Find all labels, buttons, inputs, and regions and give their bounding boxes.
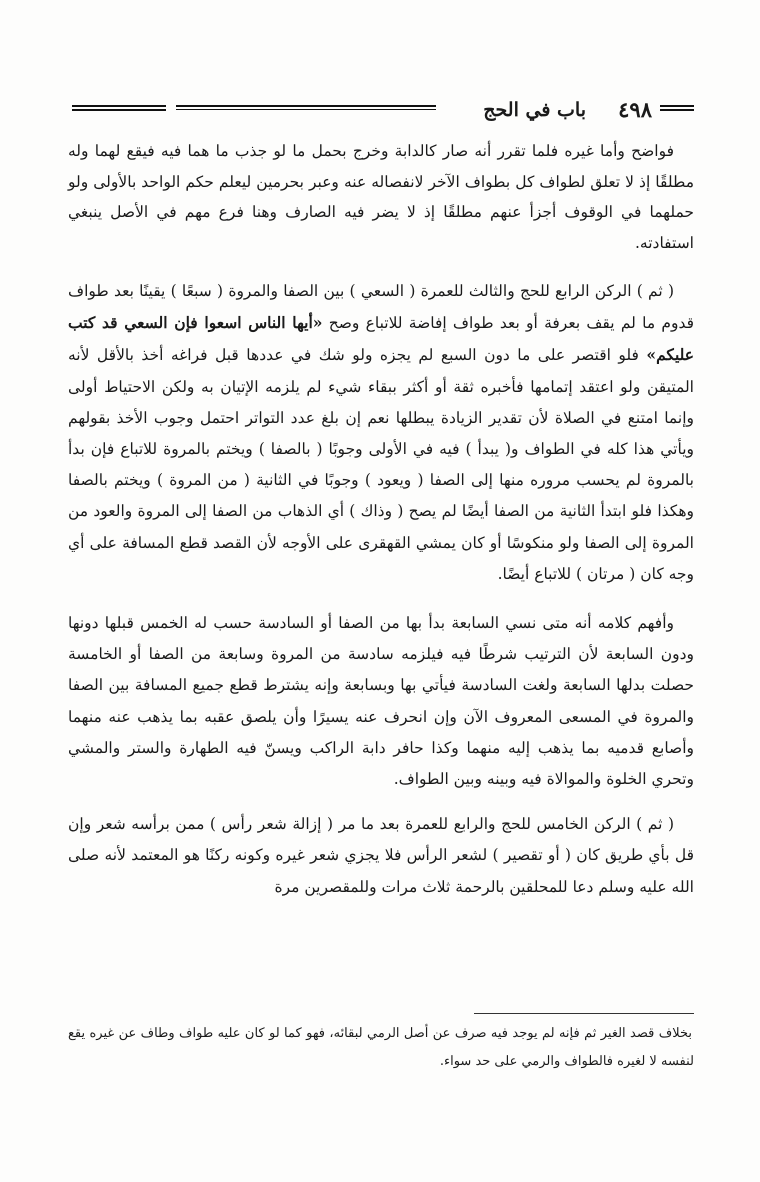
header-rule-right — [660, 105, 694, 111]
page-header — [72, 98, 694, 124]
paragraph-4: ( ثم ) الركن الخامس للحج والرابع للعمرة بعد ما مر ( إزالة شعر رأس ) ممن برأسه شعر وإن قل بأي طريق كان ( أو تقصير ) لشعر الرأس فلا يجزي شعر غيره وكونه ركنًا هو المعتمد لأنه صلى الله عليه وسلم دعا للمحلقين بالرحمة ثلاث مرات وللمقصرين مرة — [68, 815, 694, 896]
header-rule-middle — [176, 105, 436, 110]
hadith-quote: «أيها الناس اسعوا فإن السعي قد كتب عليكم» — [68, 313, 694, 365]
page-number: ٤٩٨ — [618, 97, 652, 122]
paragraph-1: فواضح وأما غيره فلما تقرر أنه صار كالدابة وخرج بحمل ما لو جذب ما هما فيه فيقع لهما وله مطلقًا إذ لا تعلق لطواف كل بطواف الآخر لانفصاله عنه وعبر بحرمين ليعلم حكم الواحد بالأولى ولو حملهما في الوقوف أجزأ عنهم مطلقًا إذ لا يضر فيه الصارف وهنا فرع مهم في الأصل ينبغي استفادته. — [68, 142, 694, 252]
paragraph-2 — [68, 276, 694, 590]
chapter-title: باب في الحج — [483, 99, 586, 121]
header-rule-left — [72, 105, 166, 111]
paragraph-2-continuation: فلو اقتصر على ما دون السبع لم يجزه ولو شك في عددها قبل فراغه أخذ بالأقل لأنه المتيقن ولو اعتقد إتمامها فأخبره ثقة أو أكثر ببقاء شيء لم يلزمه الإتيان به ولكن الاحتياط أولى وإنما امتنع في الصلاة لأن تقدير الزيادة يبطلها نعم إن بلغ عدد التواتر احتمل وجوب الأخذ بقولهم ويأتي هذا كله في الطواف و( يبدأ ) فيه في الأولى وجوبًا ( بالصفا ) ويختم بالمروة للاتباع فإن بدأ بالمروة لم يحسب مروره منها إلى الصفا ( ويعود ) وجوبًا في الثانية ( من المروة ) ويختم بالصفا وهكذا فلو ابتدأ الثانية من الصفا أيضًا لم يصح ( وذاك ) أي الذهاب من الصفا إلى المروة والعود من المروة إلى الصفا ولو منكوسًا أو كان يمشي القهقرى على الأوجه لأن القصد قطع المسافة على أي وجه كان ( مرتان ) للاتباع أيضًا. — [68, 346, 694, 583]
paragraph-2-opening: ( ثم ) الركن الرابع للحج والثالث للعمرة ( السعي ) بين الصفا والمروة ( سبعًا ) يقينًا بعد طواف قدوم ما لم يقف بعرفة أو بعد طواف إفاضة للاتباع وصح — [68, 282, 694, 333]
main-text — [68, 136, 694, 903]
footnote: بخلاف قصد الغير ثم فإنه لم يوجد فيه صرف عن أصل الرمي لبقائه، فهو كما لو كان عليه طواف وطاف عن غيره يقع لنفسه لا لغيره فالطواف والرمي على حد سواء. — [68, 1026, 694, 1069]
footnote-separator — [474, 1013, 694, 1014]
paragraph-3: وأفهم كلامه أنه متى نسي السابعة بدأ بها من الصفا أو السادسة حسب له الخمس قبلها دونها ودون السابعة لأن الترتيب شرطًا فيه فيلزمه سادسة من المروة وسابعة من الصفا أو الخامسة حصلت بدلها السابعة ولغت السادسة فيأتي بها وبسابعة وإنه يشترط قطع جميع المسافة بين الصفا والمروة في المسعى المعروف الآن وإن انحرف عنه يسيرًا وأن يلصق عقبه بما يذهب عنه منهما وأصابع قدميه بما يذهب إليه منهما وكذا حافر دابة الراكب ويسنّ فيه الطهارة والستر والمشي وتحري الخلوة والموالاة فيه وبينه وبين الطواف. — [68, 614, 694, 789]
